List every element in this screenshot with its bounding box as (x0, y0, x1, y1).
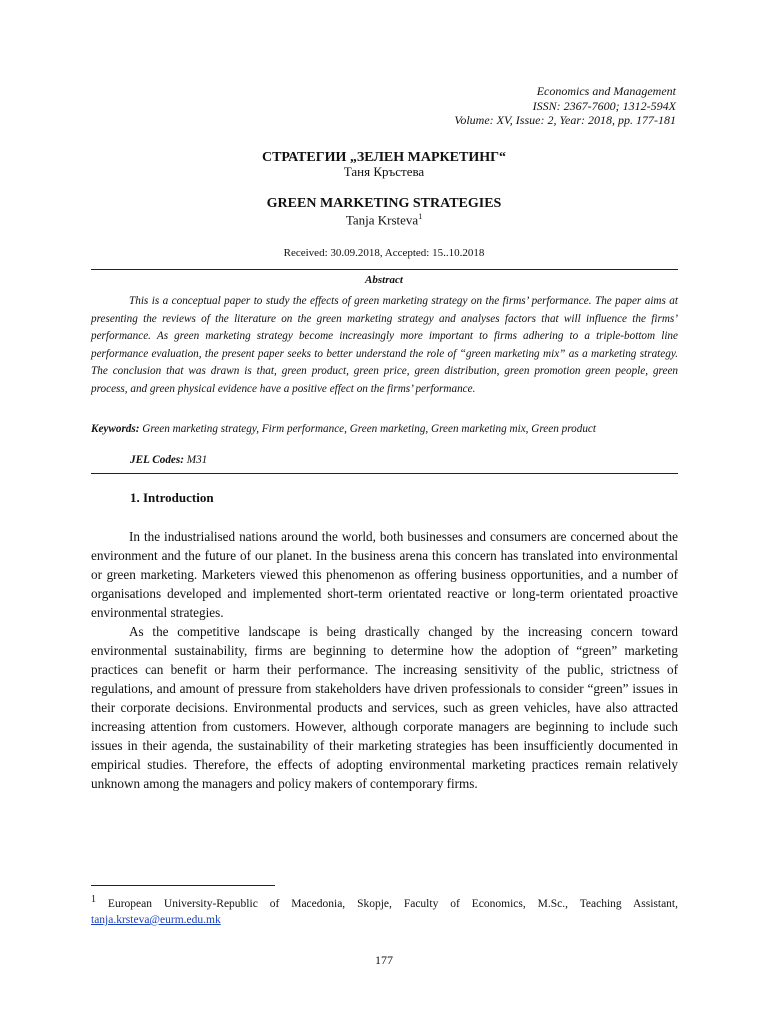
journal-name: Economics and Management (536, 84, 676, 98)
author-bulgarian: Таня Кръстева (343, 164, 425, 179)
introduction-paragraph-1: In the industrialised nations around the world, both businesses and consumers are concerned about the environment and the future of our planet. In the business arena this concern has translated into environmental or green marketing. Marketers viewed this phenomenon as offering business opportunities, and a number of organisations developed and implemented short-term orientated reactive or long-term orientated proactive environmental strategies. (91, 529, 678, 620)
footnote-text: European University-Republic of Macedonia, Skopje, Faculty of Economics, M.Sc., Teaching Assistant, (107, 897, 679, 910)
page-number: 177 (375, 953, 393, 967)
jel-label: JEL Codes: (130, 454, 184, 466)
journal-issn: ISSN: 2367-7600; 1312-594X (532, 98, 676, 113)
keywords-text: Green marketing strategy, Firm performance, Green marketing, Green marketing mix, Green product (142, 423, 596, 435)
abstract-bottom-rule (91, 473, 678, 474)
abstract-top-rule (91, 269, 678, 270)
introduction-paragraph-2: As the competitive landscape is being drastically changed by the increasing concern toward environmental sustainability, firms are beginning to determine how the adoption of “green” marketing practices can benefit or harm their performance. The increasing sensitivity of the public, strictness of regulations, and amount of pressure from stakeholders have driven professionals to consider “green” issues in their corporate decisions. Environmental products and services, such as green vehicles, have also attracted increasing attention from customers. However, although corporate managers are beginning to include such issues in their agenda, the sustainability of their marketing strategies has been insufficiently documented in empirical studies. Therefore, the effects of adopting environmental marketing practices remain relatively unknown among the managers and policy makers of contemporary firms. (91, 624, 678, 791)
author-footnote-mark: 1 (418, 212, 423, 221)
footnote-rule (91, 885, 275, 886)
received-dates: Received: 30.09.2018, Accepted: 15..10.2018 (283, 247, 485, 259)
footnote-email-link[interactable]: tanja.krsteva@eurm.edu.mk (91, 913, 221, 926)
title-english: GREEN MARKETING STRATEGIES (266, 196, 502, 211)
footnote (91, 892, 678, 928)
jel-codes (130, 454, 207, 466)
abstract-text: This is a conceptual paper to study the effects of green marketing strategy on the firms’ performance. The paper aims at presenting the reviews of the literature on the green marketing strategy and analyses factors that will influence the firms’ performance. As green marketing strategy become increasingly more important to firms adhering to a triple-bottom line performance evaluation, the present paper seeks to better understand the role of “green marketing mix” as a marketing strategy. The conclusion that was drawn is that, green product, green price, green distribution, green promotion green people, green process, and green physical evidence have a positive effect on the firms’ performance. (91, 295, 678, 395)
keywords (91, 421, 678, 437)
section-heading-introduction: 1. Introduction (130, 490, 214, 505)
keywords-label: Keywords: (91, 423, 140, 435)
author-english-name: Tanja Krsteva (345, 212, 419, 228)
journal-volume: Volume: XV, Issue: 2, Year: 2018, pp. 177-181 (454, 113, 676, 127)
jel-text: M31 (186, 454, 208, 466)
author-english (0, 212, 768, 228)
journal-header (454, 84, 676, 128)
title-bulgarian: СТРАТЕГИИ „ЗЕЛЕН МАРКЕТИНГ“ (261, 150, 507, 165)
abstract-heading: Abstract (365, 274, 403, 286)
footnote-mark: 1 (91, 894, 96, 905)
